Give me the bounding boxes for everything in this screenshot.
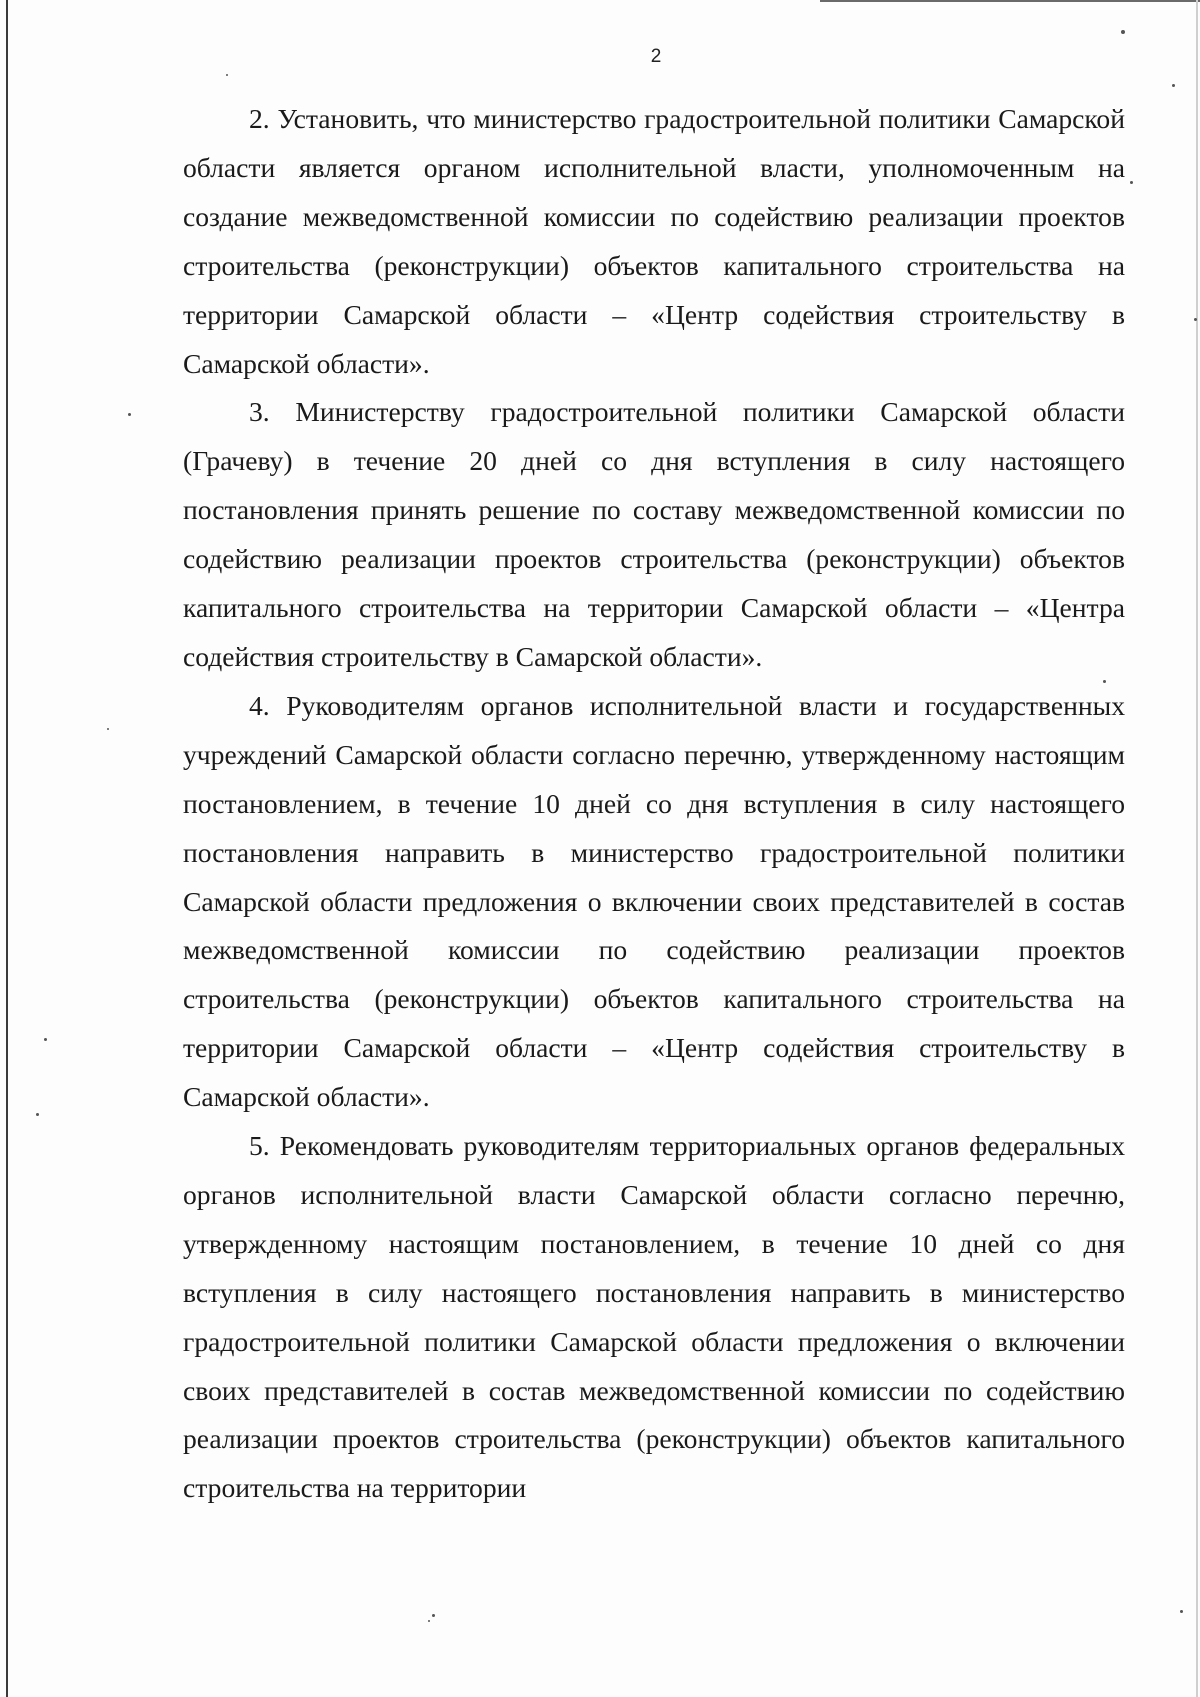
scan-speck: [1172, 84, 1175, 87]
scan-speck: [432, 1614, 435, 1617]
scan-speck: [36, 1113, 39, 1116]
scan-speck: [1103, 680, 1106, 683]
paragraph-3: 3. Министерству градостроительной политики Самарской области (Грачеву) в течение 20 дней со дня вступления в силу настоящего постановления принять решение по составу межведомственной комиссии по содействию реализации проектов строительства (реконструкции) объектов капитального строительства на территории Самарской области – «Центра содействия строительству в Самарской области».: [183, 396, 1125, 672]
paragraph-5: 5. Рекомендовать руководителям территориальных органов федеральных органов исполнительной власти Самарской области согласно перечню, утвержденному настоящим постановлением, в течение 10 дней со дня вступления в силу настоящего постановления направить в министерство градостроительной политики Самарской области предложения о включении своих представителей в состав межведомственной комиссии по содействию реализации проектов строительства (реконструкции) объектов капитального строительства на территории: [183, 1130, 1125, 1504]
document-body: [183, 95, 1125, 1513]
scan-speck: [226, 74, 228, 76]
paragraph-2: 2. Установить, что министерство градостроительной политики Самарской области является органом исполнительной власти, уполномоченным на создание межведомственной комиссии по содействию реализации проектов строительства (реконструкции) объектов капитального строительства на территории Самарской области – «Центр содействия строительству в Самарской области».: [183, 103, 1125, 379]
scan-speck: [428, 1620, 430, 1622]
scan-speck: [1180, 1610, 1183, 1613]
scan-speck: [128, 413, 131, 416]
scan-speck: [44, 1038, 47, 1041]
scan-left-edge: [6, 0, 8, 1697]
scan-speck: [107, 728, 109, 730]
page-number: 2: [650, 46, 662, 67]
scan-speck: [1194, 318, 1197, 321]
paragraph-4: 4. Руководителям органов исполнительной власти и государственных учреждений Самарской области согласно перечню, утвержденному настоящим постановлением, в течение 10 дней со дня вступления в силу настоящего постановления направить в министерство градостроительной политики Самарской области предложения о включении своих представителей в состав межведомственной комиссии по содействию реализации проектов строительства (реконструкции) объектов капитального строительства на территории Самарской области – «Центр содействия строительству в Самарской области».: [183, 689, 1125, 1113]
scan-top-edge: [820, 0, 1200, 2]
scan-speck: [1121, 30, 1125, 34]
scan-speck: [1130, 181, 1133, 184]
scan-right-edge: [1196, 0, 1198, 1697]
